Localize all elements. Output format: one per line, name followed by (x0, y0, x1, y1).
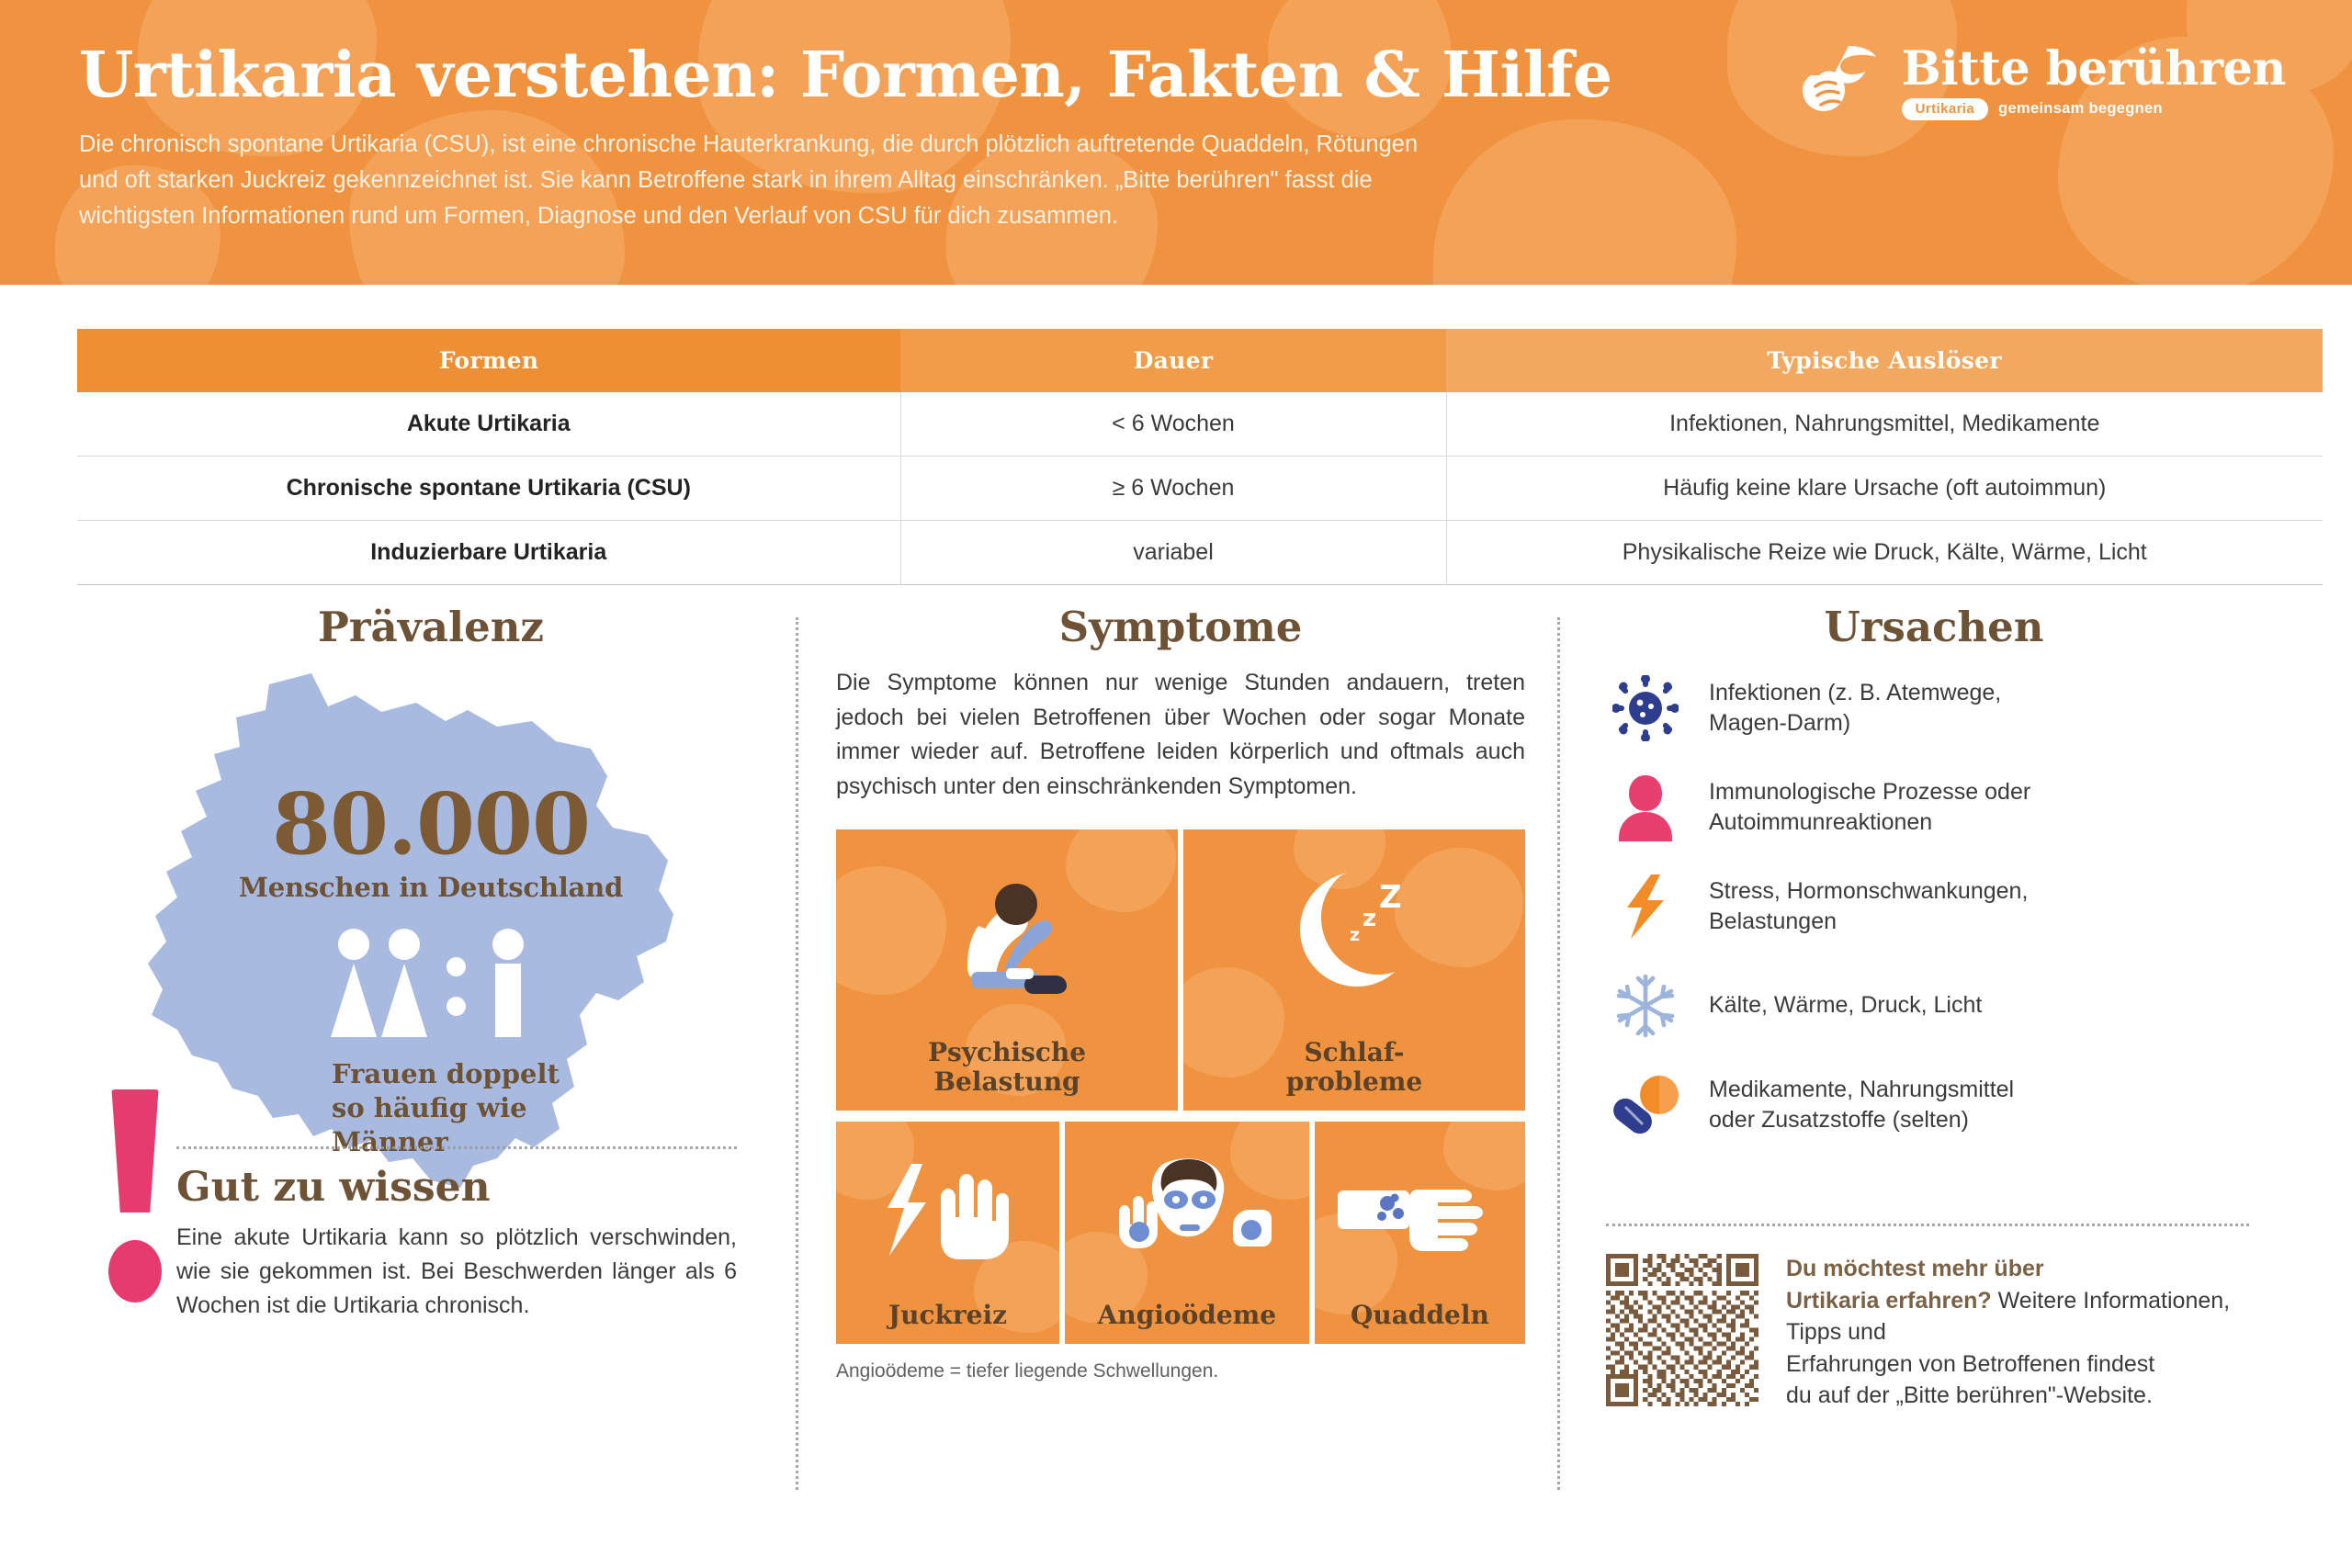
symptom-tile-label (928, 1038, 1086, 1096)
page-title: Urtikaria verstehen: Formen, Fakten & Hilfe (79, 39, 1612, 112)
table-cell-triggers: Physikalische Reize wie Druck, Kälte, Wärme, Licht (1446, 521, 2323, 585)
gender-ratio-note (332, 1057, 571, 1159)
symptom-tile-schlafprobleme[interactable] (1183, 829, 1525, 1111)
header-banner (0, 0, 2352, 285)
symptome-intro-text: Die Symptome können nur wenige Stunden andauern, treten jedoch bei vielen Betroffenen über Wochen oder sogar Monate immer wieder auf. Betroffene leiden körperlich und oftmals auch psychisch unter den einschränkenden Symptomen. (836, 670, 1525, 799)
cause-text (1709, 876, 2028, 938)
section-title-symptome: Symptome (1058, 603, 1303, 651)
table-header-ausloeser: Typische Auslöser (1446, 329, 2323, 392)
table-cell-form: Induzierbare Urtikaria (77, 521, 900, 585)
table-cell-form: Akute Urtikaria (77, 392, 900, 457)
cause-text (1709, 678, 2001, 739)
table-cell-duration: variabel (900, 521, 1446, 585)
brand-logo[interactable] (1799, 39, 2286, 127)
female-figure-icon (383, 929, 425, 1037)
more-info-body-line-2: Erfahrungen von Betroffenen findest (1786, 1350, 2155, 1377)
header-intro (79, 127, 1632, 233)
section-symptome (827, 603, 1534, 1382)
forms-table-container (77, 329, 2278, 585)
forms-table (77, 329, 2323, 585)
gut-zu-wissen-title: Gut zu wissen (176, 1164, 491, 1211)
cause-text-line-2: oder Zusatzstoffe (selten) (1709, 1107, 1970, 1133)
prevalence-number: 80.000 (271, 774, 591, 874)
cause-text-line-2: Belastungen (1709, 908, 1838, 934)
more-info-heading-line-2: Urtikaria erfahren? (1786, 1287, 1992, 1314)
header-intro-line-1: Die chronisch spontane Urtikaria (CSU), ist eine chronische Hauterkrankung, die durch plötzlich auftretende Quaddeln, Rötungen (79, 131, 1419, 157)
cause-text-line-1: Immunologische Prozesse oder (1709, 778, 2031, 805)
arm-hives-icon (1315, 1122, 1525, 1301)
gut-zu-wissen-text: Eine akute Urtikaria kann so plötzlich verschwinden, wie sie gekommen ist. Bei Beschwerden länger als 6 Wochen ist die Urtikaria chronisch. (176, 1224, 737, 1318)
table-row (77, 521, 2323, 585)
cause-item-infektionen (1606, 671, 2278, 745)
hands-touching-icon (1799, 39, 1887, 127)
logo-tagline (1902, 98, 2286, 120)
moon-zzz-icon (1183, 829, 1525, 1038)
symptom-tile-label (1286, 1038, 1422, 1096)
symptom-tile-psychische-belastung[interactable] (836, 829, 1178, 1111)
symptom-tile-label: Juckreiz (888, 1299, 1008, 1330)
content-columns (0, 603, 2352, 1562)
horizontal-divider (176, 1146, 737, 1149)
lightning-hand-icon (836, 1122, 1059, 1301)
cause-text-line-2: Autoimmunreaktionen (1709, 809, 1933, 835)
cause-text-line-1: Infektionen (z. B. Atemwege, (1709, 679, 2002, 705)
causes-list (1589, 671, 2278, 1142)
more-info-heading-line-1: Du möchtest mehr über (1786, 1256, 2044, 1281)
cause-text-line-1: Kälte, Wärme, Druck, Licht (1709, 992, 1983, 1019)
header-intro-line-3: wichtigsten Informationen rund um Formen, Diagnose und den Verlauf von CSU für dich zusammen. (79, 202, 1119, 229)
cause-item-medikamente (1606, 1068, 2278, 1142)
map-overlay-stats (137, 666, 725, 1190)
sitting-person-distressed-icon (836, 829, 1178, 1038)
female-figure-icon (333, 929, 375, 1037)
germany-map-block (137, 666, 725, 1190)
symptom-tile-juckreiz[interactable] (836, 1122, 1059, 1344)
snowflake-icon (1606, 969, 1685, 1043)
cause-text (1709, 777, 2030, 839)
section-title-praevalenz: Prävalenz (317, 603, 544, 651)
logo-pill-label: Urtikaria (1902, 98, 1988, 120)
more-info-block (1606, 1224, 2277, 1412)
pills-icon (1606, 1068, 1685, 1142)
symptom-tile-label: Angioödeme (1097, 1299, 1277, 1330)
cause-text-line-2: Magen-Darm) (1709, 710, 1851, 736)
ratio-note-line-1: Frauen doppelt (332, 1058, 560, 1089)
symptome-footnote: Angioödeme = tiefer liegende Schwellungen. (836, 1360, 1219, 1382)
table-cell-form: Chronische spontane Urtikaria (CSU) (77, 457, 900, 521)
symptom-tiles-grid (836, 829, 1525, 1344)
tile-label-line-1: Schlaf- (1304, 1037, 1405, 1068)
section-praevalenz (77, 603, 785, 1318)
header-intro-line-2: und oft starken Juckreiz gekennzeichnet ist. Sie kann Betroffene stark in ihrem Alltag einschränken. „Bitte berühren" fasst die (79, 166, 1373, 193)
table-cell-duration: ≥ 6 Wochen (900, 457, 1446, 521)
ratio-colon-icon (447, 936, 466, 1037)
cause-text (1709, 990, 1982, 1021)
horizontal-divider (1606, 1224, 2249, 1226)
cause-text-line-1: Stress, Hormonschwankungen, (1709, 877, 2029, 904)
more-info-body-line-3: du auf der „Bitte berühren"-Website. (1786, 1382, 2153, 1408)
ratio-note-line-3: Männer (332, 1126, 448, 1158)
prevalence-caption: Menschen in Deutschland (238, 872, 624, 903)
tile-label-line-1: Psychische (927, 1037, 1087, 1068)
svg-text:Z: Z (1379, 878, 1402, 916)
symptom-tile-label: Quaddeln (1350, 1299, 1489, 1330)
svg-text:z: z (1350, 924, 1361, 945)
cause-text-line-1: Medikamente, Nahrungsmittel (1709, 1076, 2015, 1102)
symptom-tile-quaddeln[interactable] (1315, 1122, 1525, 1344)
table-cell-triggers: Häufig keine klare Ursache (oft autoimmun) (1446, 457, 2323, 521)
male-figure-icon (487, 929, 529, 1037)
tile-label-line-2: probleme (1285, 1066, 1423, 1097)
table-cell-duration: < 6 Wochen (900, 392, 1446, 457)
symptom-tile-angiooedeme[interactable] (1065, 1122, 1309, 1344)
column-divider-left (796, 617, 798, 1490)
table-cell-triggers: Infektionen, Nahrungsmittel, Medikamente (1446, 392, 2323, 457)
person-silhouette-icon (1606, 771, 1685, 844)
more-info-body-line-1: Weitere Informationen, Tipps und (1786, 1287, 2231, 1345)
ratio-note-line-2: so häufig wie (332, 1092, 527, 1124)
exclamation-mark-icon (108, 1089, 165, 1303)
cause-text (1709, 1075, 2014, 1136)
gender-ratio-figures (333, 927, 529, 1037)
lightning-bolt-icon (1606, 870, 1685, 943)
table-row (77, 392, 2323, 457)
cause-item-stress (1606, 870, 2278, 943)
tile-label-line-2: Belastung (933, 1066, 1080, 1097)
virus-icon (1606, 671, 1685, 745)
table-header-formen: Formen (77, 329, 900, 392)
section-gut-zu-wissen (77, 1146, 803, 1323)
cause-item-immunologische-prozesse (1606, 771, 2278, 844)
table-header-dauer: Dauer (900, 329, 1446, 392)
column-divider-right (1557, 617, 1560, 1490)
logo-slogan: gemeinsam begegnen (1998, 100, 2163, 117)
cause-item-physikalische-reize (1606, 969, 2278, 1043)
qr-code-icon[interactable] (1606, 1254, 1758, 1406)
section-title-ursachen: Ursachen (1824, 603, 2044, 651)
table-row (77, 457, 2323, 521)
logo-brand-name: Bitte berühren (1901, 40, 2286, 96)
section-ursachen (1589, 603, 2278, 1408)
face-swelling-icon (1065, 1122, 1309, 1301)
svg-text:z: z (1363, 904, 1377, 932)
table-header-row (77, 329, 2323, 392)
